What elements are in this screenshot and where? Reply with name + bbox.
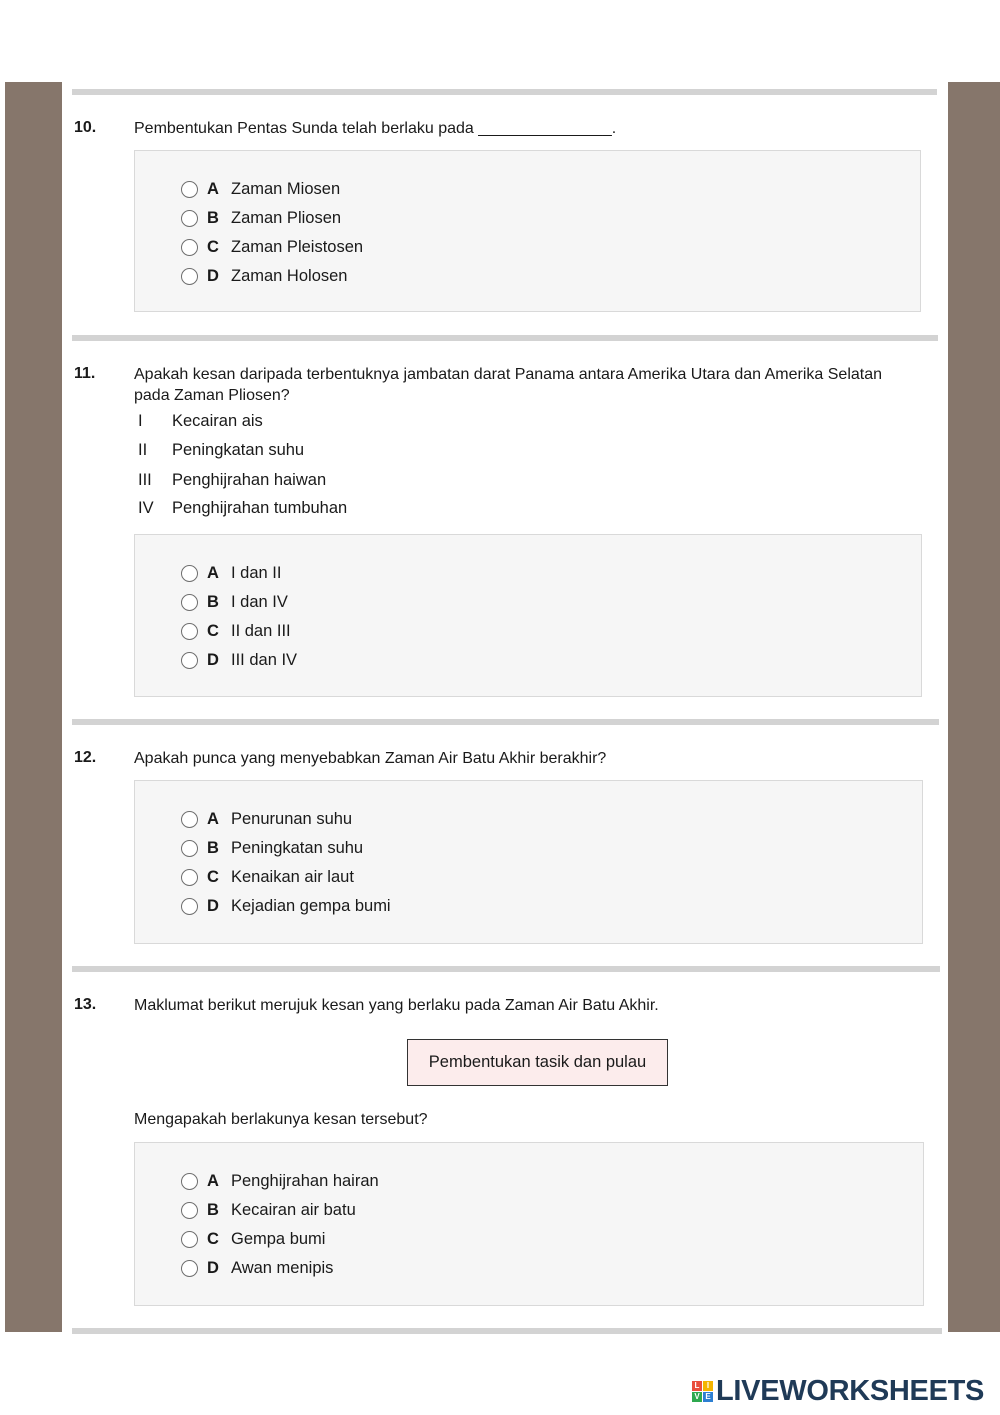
- statement-number: III: [138, 470, 152, 489]
- option-label: I dan IV: [231, 592, 288, 611]
- option-label: Penghijrahan hairan: [231, 1171, 379, 1190]
- option-label: III dan IV: [231, 650, 298, 669]
- statement-item: [138, 470, 326, 490]
- radio-button[interactable]: [181, 811, 198, 828]
- question-text: Pembentukan Pentas Sunda telah berlaku pada _______________.: [134, 120, 617, 137]
- radio-button[interactable]: [181, 1202, 198, 1219]
- option-letter: D: [207, 1258, 219, 1277]
- radio-button[interactable]: [181, 268, 198, 285]
- option-label: Peningkatan suhu: [231, 838, 364, 857]
- option-d[interactable]: [181, 1258, 333, 1278]
- option-letter: A: [207, 1171, 219, 1190]
- option-label: Zaman Pliosen: [231, 208, 342, 227]
- radio-button[interactable]: [181, 594, 198, 611]
- divider: [72, 1328, 942, 1334]
- option-letter: B: [207, 208, 219, 227]
- option-c[interactable]: [181, 237, 363, 257]
- statement-item: [138, 498, 347, 518]
- option-label: II dan III: [231, 621, 291, 640]
- option-c[interactable]: [181, 621, 291, 641]
- logo-letter: E: [703, 1392, 713, 1402]
- radio-button[interactable]: [181, 181, 198, 198]
- logo-letter: V: [692, 1392, 702, 1402]
- option-letter: B: [207, 838, 219, 857]
- statement-number: I: [138, 411, 143, 430]
- option-b[interactable]: [181, 838, 363, 858]
- option-letter: D: [207, 650, 219, 669]
- option-letter: A: [207, 563, 219, 582]
- radio-button[interactable]: [181, 1173, 198, 1190]
- radio-button[interactable]: [181, 869, 198, 886]
- option-letter: C: [207, 1229, 219, 1248]
- radio-button[interactable]: [181, 652, 198, 669]
- option-letter: B: [207, 1200, 219, 1219]
- statement-item: [138, 440, 304, 460]
- option-label: Gempa bumi: [231, 1229, 326, 1248]
- statement-item: [138, 411, 263, 431]
- brand-name: LIVEWORKSHEETS: [716, 1374, 985, 1407]
- radio-button[interactable]: [181, 623, 198, 640]
- radio-button[interactable]: [181, 239, 198, 256]
- question-text: Maklumat berikut merujuk kesan yang berlaku pada Zaman Air Batu Akhir.: [134, 997, 659, 1014]
- option-letter: D: [207, 266, 219, 285]
- statement-number: II: [138, 440, 148, 459]
- option-c[interactable]: [181, 1229, 325, 1249]
- option-d[interactable]: [181, 896, 391, 916]
- option-label: Penurunan suhu: [231, 809, 353, 828]
- option-label: Awan menipis: [231, 1258, 334, 1277]
- question-number: 10.: [74, 119, 97, 136]
- option-d[interactable]: [181, 266, 347, 286]
- option-letter: C: [207, 621, 219, 640]
- option-c[interactable]: [181, 867, 354, 887]
- option-letter: B: [207, 592, 219, 611]
- option-a[interactable]: [181, 179, 340, 199]
- option-a[interactable]: [181, 809, 352, 829]
- statement-number: IV: [138, 498, 154, 517]
- answer-options-box: [134, 1142, 924, 1306]
- option-letter: C: [207, 867, 219, 886]
- answer-options-box: [134, 780, 923, 944]
- radio-button[interactable]: [181, 1260, 198, 1277]
- divider: [72, 719, 939, 725]
- radio-button[interactable]: [181, 898, 198, 915]
- subquestion-text: Mengapakah berlakunya kesan tersebut?: [134, 1111, 428, 1128]
- option-label: I dan II: [231, 563, 282, 582]
- option-a[interactable]: [181, 1171, 379, 1191]
- statement-text: Kecairan ais: [172, 411, 263, 430]
- option-label: Zaman Pleistosen: [231, 237, 364, 256]
- option-b[interactable]: [181, 208, 341, 228]
- statement-text: Penghijrahan haiwan: [172, 470, 327, 489]
- divider: [72, 966, 940, 972]
- logo-letter: I: [703, 1381, 713, 1391]
- answer-options-box: [134, 534, 922, 697]
- left-margin-bar: [5, 82, 62, 1332]
- statement-text: Penghijrahan tumbuhan: [172, 498, 348, 517]
- question-text: Apakah kesan daripada terbentuknya jambatan darat Panama antara Amerika Utara dan Amerika Selatan pada Zaman Pliosen?: [134, 366, 883, 404]
- option-b[interactable]: [181, 1200, 356, 1220]
- option-letter: A: [207, 809, 219, 828]
- option-a[interactable]: [181, 563, 281, 583]
- divider: [72, 335, 938, 341]
- logo-letter: L: [692, 1381, 702, 1391]
- question-number: 13.: [74, 996, 97, 1013]
- answer-options-box: [134, 150, 921, 312]
- right-margin-bar: [948, 82, 1000, 1332]
- divider: [72, 89, 937, 95]
- option-label: Kenaikan air laut: [231, 867, 354, 886]
- radio-button[interactable]: [181, 1231, 198, 1248]
- question-text: Apakah punca yang menyebabkan Zaman Air Batu Akhir berakhir?: [134, 750, 607, 767]
- statement-text: Peningkatan suhu: [172, 440, 305, 459]
- option-label: Zaman Miosen: [231, 179, 341, 198]
- question-number: 12.: [74, 749, 97, 766]
- radio-button[interactable]: [181, 565, 198, 582]
- option-label: Zaman Holosen: [231, 266, 348, 285]
- option-d[interactable]: [181, 650, 297, 670]
- liveworksheets-logo-icon: [692, 1381, 713, 1402]
- radio-button[interactable]: [181, 840, 198, 857]
- radio-button[interactable]: [181, 210, 198, 227]
- option-letter: D: [207, 896, 219, 915]
- option-letter: C: [207, 237, 219, 256]
- option-label: Kecairan air batu: [231, 1200, 356, 1219]
- info-box: Pembentukan tasik dan pulau: [407, 1039, 668, 1086]
- option-b[interactable]: [181, 592, 288, 612]
- question-number: 11.: [74, 365, 96, 382]
- option-letter: A: [207, 179, 219, 198]
- liveworksheets-brand: [692, 1376, 984, 1406]
- option-label: Kejadian gempa bumi: [231, 896, 391, 915]
